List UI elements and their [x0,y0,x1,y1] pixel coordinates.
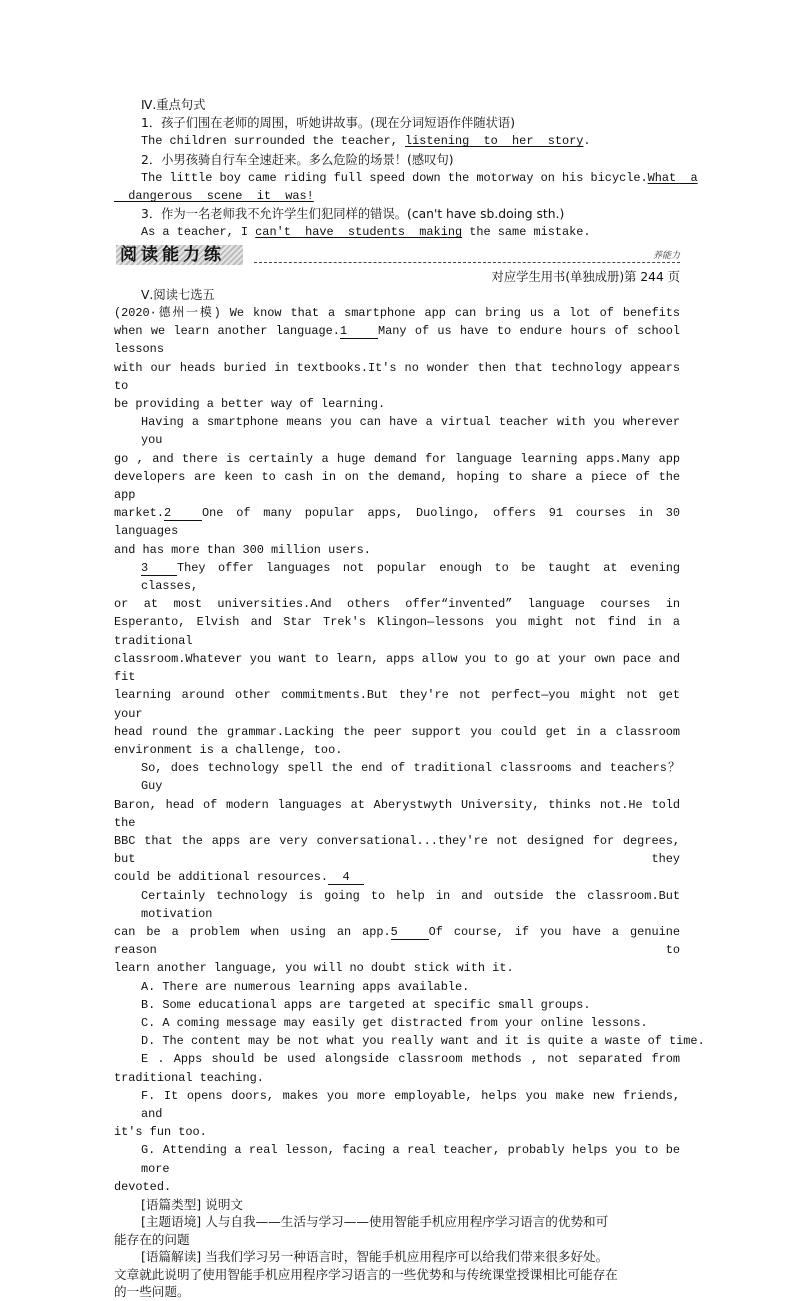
q3-sentence: As a teacher, I can't have students making the same mistake. [141,225,591,240]
paragraph-3: 3 They offer languages not popular enough to be taught at evening classes, or at most universities.And others offer“invented” language courses in Esperanto, Elvish and Star Trek's Klingon—lessons you might not find in a traditional classroom.Whatever you want to learn, apps allow you to go at your own pace and fit learning around other commitments.But they're not perfect—you might not get your head round the grammar.Lacking the peer support you could get in a classroom environment is a challenge, too. [114,560,680,757]
q2-prompt: 2．小男孩骑自行车全速赶来。多么危险的场景！(感叹句) [141,152,454,167]
worksheet-page [114,96,705,1301]
section4-heading: Ⅳ.重点句式 [141,98,206,112]
blank-2: 2 [164,507,202,521]
reading-practice-banner [114,244,680,268]
q2-sentence: The little boy came riding full speed down the motorway on his bicycle.What a [141,170,698,185]
banner-divider [254,262,680,263]
note-theme-cont: 能存在的问题 [114,1231,190,1247]
option-e-cont: traditional teaching. [114,1070,264,1085]
blank-4: 4 [328,871,364,885]
note-theme: [主题语境] 人与自我——生活与学习——使用智能手机应用程序学习语言的优势和可 [141,1214,609,1230]
option-g: G. Attending a real lesson, facing a real teacher, probably helps you to be more [141,1143,680,1176]
banner-title: 阅读能力练 [116,245,243,265]
paragraph-1: (2020·德州一模) We know that a smartphone app can bring us a lot of benefits when we learn another language.1 Many of us have to endure hours of school lessons with our heads buried in textbooks.It's no wonder then that technology appears to be providing a better way of learning. [114,306,681,412]
paragraph-2: Having a smartphone means you can have a virtual teacher with you wherever you go , and there is certainly a huge demand for language learning apps.Many app developers are keen to cash in on the demand, hoping to share a piece of the app market.2 One of many popular apps, Duolingo, offers 91 courses in 30 languages and has more than 300 million users. [114,415,680,557]
option-d: D. The content may be not what you really want and it is quite a waste of time. [141,1034,705,1049]
banner-tag: 养能力 [652,250,680,261]
note-type: [语篇类型] 说明文 [141,1196,243,1212]
option-e: E . Apps should be used alongside classroom methods , not separated from [141,1052,680,1067]
section5-heading: Ⅴ.阅读七选五 [141,287,215,302]
passage-notes [114,1196,680,1301]
q2-sentence-cont [114,187,680,205]
q1-sentence: The children surrounded the teacher, listening to her story. [141,134,591,149]
q1-answer: listening to her story [405,134,584,149]
q3-answer: can't have students making [255,225,463,240]
paragraph-4: So, does technology spell the end of traditional classrooms and teachers？Guy Baron, head of modern languages at Aberystwyth University, thinks not.He told the BBC that the apps are very conversational...they're not designed for degrees, but they could be additional resources. 4 [114,761,680,885]
note-reading: [语篇解读] 当我们学习另一种语言时，智能手机应用程序可以给我们带来很多好处。 [141,1249,609,1265]
option-f-cont: it's fun too. [114,1125,207,1140]
note-reading-end: 的一些问题。 [114,1284,190,1300]
blank-5: 5 [391,926,429,940]
blank-3: 3 [141,562,177,576]
option-f: F. It opens doors, makes you more employable, helps you make new friends, and [141,1088,680,1121]
paragraph-5: Certainly technology is going to help in and outside the classroom.But motivation can be a problem when using an app.5 Of course, if you have a genuine reason to learn another language, you will no doubt stick with it. [114,888,680,976]
q2-answer-part1: What a [647,170,698,185]
note-reading-cont: 文章就此说明了使用智能手机应用程序学习语言的一些优势和与传统课堂授课相比可能存在 [114,1266,618,1282]
blank-1: 1 [340,325,378,339]
answer-options [114,978,705,1196]
q1-prompt: 1．孩子们围在老师的周围，听她讲故事。(现在分词短语作伴随状语) [141,116,516,131]
option-a: A. There are numerous learning apps available. [141,979,470,994]
page-reference: 对应学生用书(单独成册)第 244 页 [491,269,680,284]
option-b: B. Some educational apps are targeted at specific small groups. [141,997,591,1012]
q2-answer-part2: dangerous scene it was! [114,189,314,204]
q3-prompt: 3．作为一名老师我不允许学生们犯同样的错误。(can't have sb.doing sth.) [141,207,565,222]
option-g-cont: devoted. [114,1179,172,1194]
option-c: C. A coming message may easily get distracted from your online lessons. [141,1015,648,1030]
